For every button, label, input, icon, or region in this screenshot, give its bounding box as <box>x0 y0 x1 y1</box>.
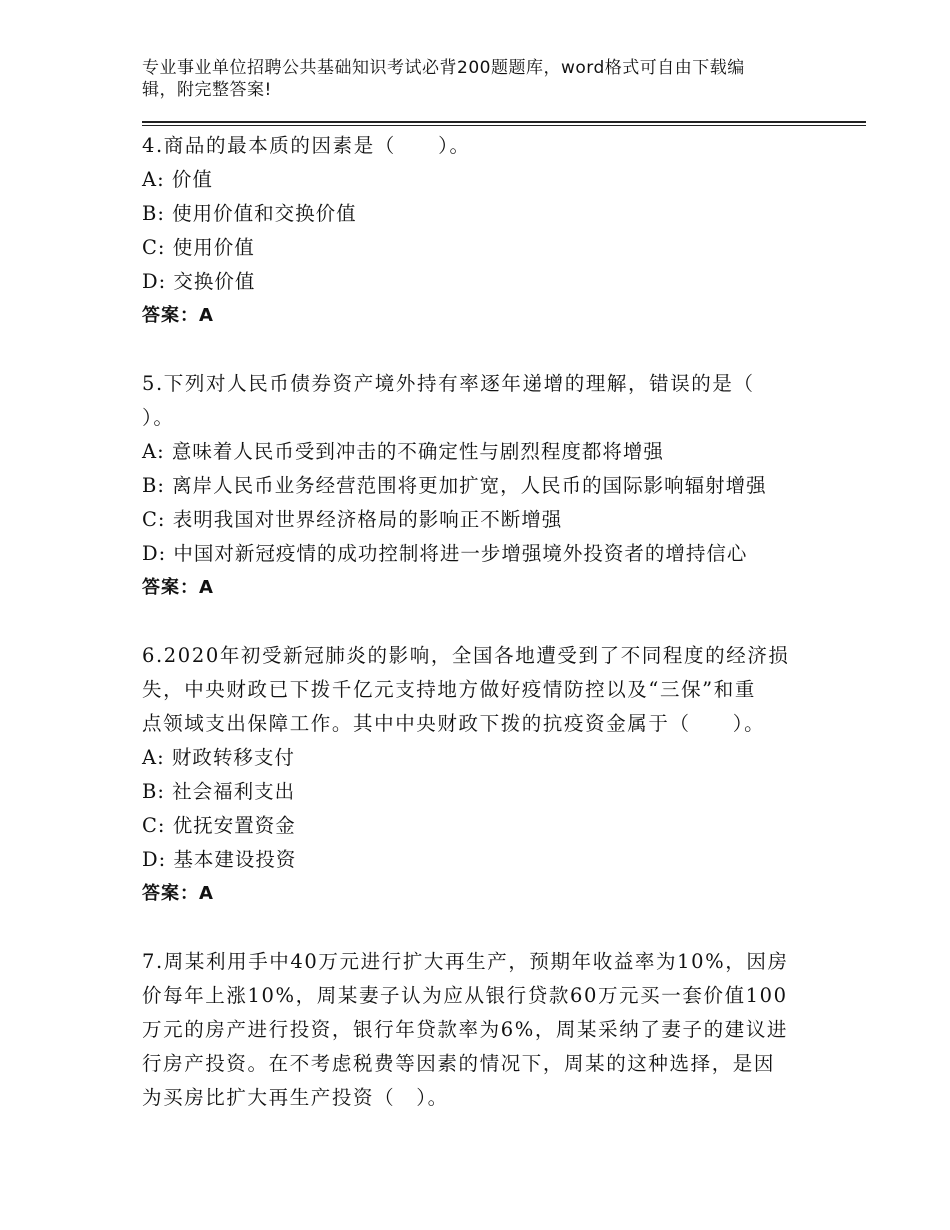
header-line-1: 专业事业单位招聘公共基础知识考试必背200题题库，word格式可自由下载编 <box>142 58 745 78</box>
spacer <box>142 911 866 945</box>
spacer <box>142 333 866 367</box>
option-b: B: 使用价值和交换价值 <box>142 202 357 225</box>
question-line: 7.周某利用手中40万元进行扩大再生产，预期年收益率为10%，因房 <box>142 950 789 973</box>
question-line: 4.商品的最本质的因素是（ ）。 <box>142 134 471 157</box>
question-5 <box>142 367 866 605</box>
question-text <box>142 129 866 163</box>
header-rule-thin <box>142 125 866 126</box>
question-line: 万元的房产进行投资，银行年贷款率为6%，周某采纳了妻子的建议进 <box>142 1018 789 1041</box>
question-line: 价每年上涨10%，周某妻子认为应从银行贷款60万元买一套价值100 <box>142 984 788 1007</box>
question-line: 失，中央财政已下拨千亿元支持地方做好疫情防控以及“三保”和重 <box>142 678 756 701</box>
question-line: 点领域支出保障工作。其中中央财政下拨的抗疫资金属于（ ）。 <box>142 712 766 735</box>
option-d: D: 基本建设投资 <box>142 848 297 871</box>
question-list <box>142 129 866 1115</box>
header-line-2: 辑，附完整答案! <box>142 80 272 100</box>
question-line: 5.下列对人民币债券资产境外持有率逐年递增的理解，错误的是（ <box>142 372 755 395</box>
option-c: C: 优抚安置资金 <box>142 814 296 837</box>
question-line: 6.2020年初受新冠肺炎的影响，全国各地遭受到了不同程度的经济损 <box>142 644 790 667</box>
option-a: A: 意味着人民币受到冲击的不确定性与剧烈程度都将增强 <box>142 440 664 463</box>
header-rule-thick <box>142 121 866 123</box>
question-line: 为买房比扩大再生产投资（ ）。 <box>142 1086 449 1109</box>
answer-label: 答案：A <box>142 883 214 904</box>
question-text <box>142 367 866 435</box>
option-c: C: 表明我国对世界经济格局的影响正不断增强 <box>142 508 563 531</box>
option-c: C: 使用价值 <box>142 236 255 259</box>
option-b: B: 离岸人民币业务经营范围将更加扩宽，人民币的国际影响辐射增强 <box>142 474 767 497</box>
option-a: A: 价值 <box>142 168 213 191</box>
answer-label: 答案：A <box>142 305 214 326</box>
question-7 <box>142 945 866 1115</box>
spacer <box>142 605 866 639</box>
question-line: 行房产投资。在不考虑税费等因素的情况下，周某的这种选择，是因 <box>142 1052 776 1075</box>
option-b: B: 社会福利支出 <box>142 780 296 803</box>
option-d: D: 中国对新冠疫情的成功控制将进一步增强境外投资者的增持信心 <box>142 542 748 565</box>
question-text <box>142 639 866 741</box>
option-a: A: 财政转移支付 <box>142 746 295 769</box>
question-line: ）。 <box>142 406 175 429</box>
question-4 <box>142 129 866 333</box>
question-text <box>142 945 866 1115</box>
option-d: D: 交换价值 <box>142 270 256 293</box>
question-6 <box>142 639 866 911</box>
document-header <box>142 57 866 101</box>
answer-label: 答案：A <box>142 577 214 598</box>
